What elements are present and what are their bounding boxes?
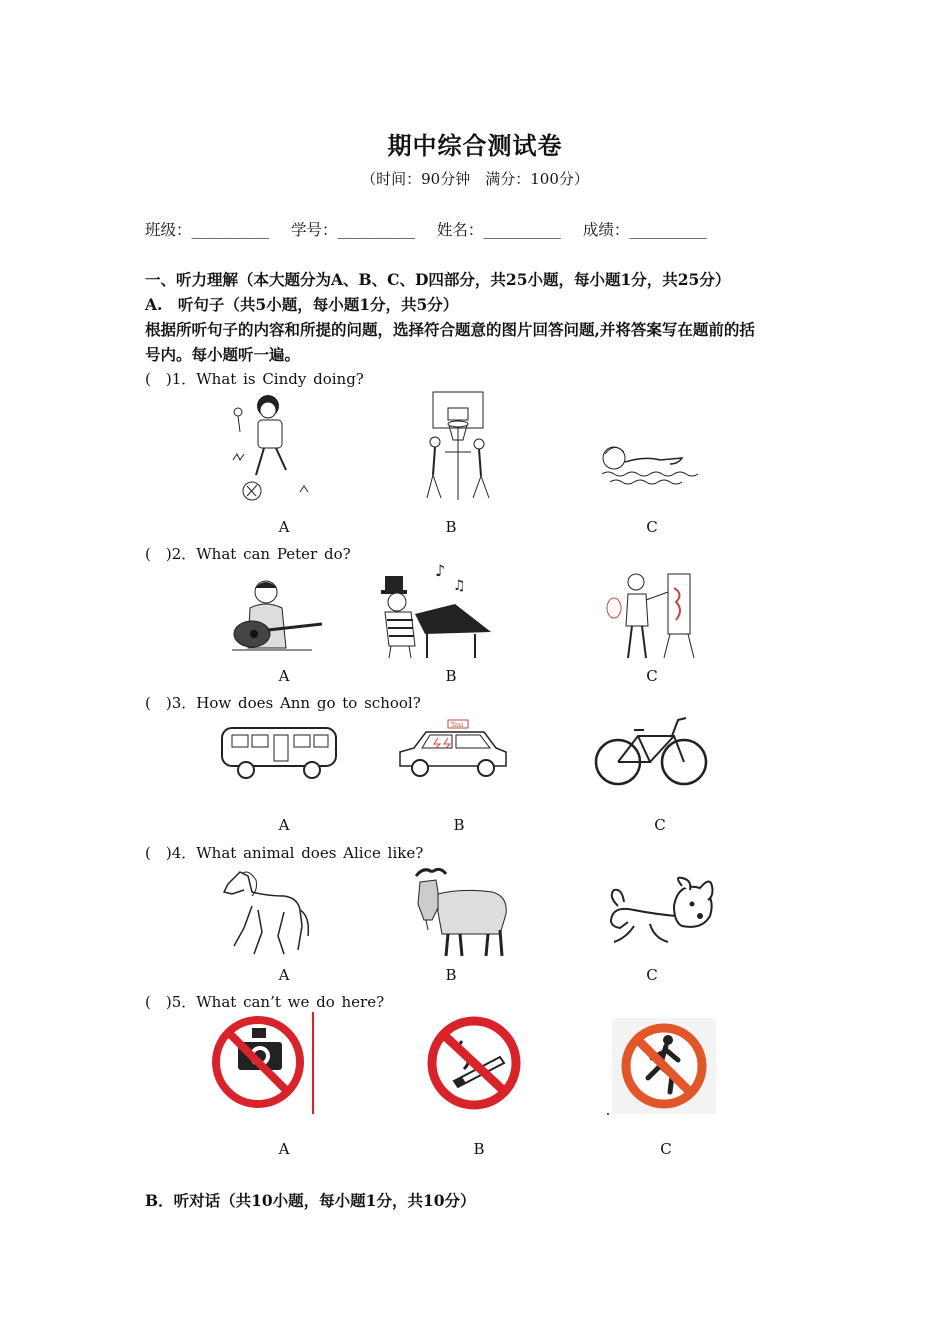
q5-option-c: C [660, 1140, 672, 1158]
name-field[interactable]: 姓名：__________ [436, 221, 561, 239]
q3-option-c: C [654, 816, 666, 834]
question-4: ( )4．What animal does Alice like? [145, 844, 424, 862]
question-1: ( )1．What is Cindy doing? [145, 370, 364, 388]
q1-option-c: C [646, 518, 658, 536]
q2-option-c: C [646, 667, 658, 685]
q5-option-a: A [278, 1140, 290, 1158]
horse-image [218, 866, 314, 960]
q4-option-c: C [646, 966, 658, 984]
class-field[interactable]: 班级：__________ [145, 221, 270, 239]
man-painting-easel-image [606, 570, 702, 660]
q4-option-b: B [445, 966, 457, 984]
man-playing-piano-image [375, 562, 495, 660]
question-5: ( )5．What can’t we do here? [145, 993, 385, 1011]
dog-image [604, 876, 716, 954]
q1-option-b: B [445, 518, 457, 536]
q2-option-a: A [278, 667, 290, 685]
goat-image [402, 864, 512, 960]
taxi-sign: Taxi [451, 722, 464, 729]
partB-title: B．听对话（共10小题，每小题1分，共10分） [145, 1191, 476, 1210]
person-swimming-image [600, 440, 696, 486]
no-running-sign-image [612, 1018, 716, 1116]
exam-subtitle: （时间：90分钟 满分：100分） [361, 170, 589, 188]
q3-option-b: B [453, 816, 465, 834]
question-3: ( )3．How does Ann go to school? [145, 694, 421, 712]
svg-text:♫: ♫ [453, 578, 466, 594]
q3-option-a: A [278, 816, 290, 834]
partA-instruction-line2: 号内。每小题听一遍。 [145, 345, 301, 364]
student-info-row [145, 218, 724, 240]
score-field[interactable]: 成绩：__________ [582, 221, 707, 239]
man-playing-guitar-image [222, 578, 324, 658]
section1-heading: 一、听力理解（本大题分为A、B、C、D四部分，共25小题，每小题1分，共25分） [145, 270, 731, 289]
svg-text:♪: ♪ [435, 561, 446, 580]
q4-option-a: A [278, 966, 290, 984]
kids-playing-basketball-image [415, 390, 500, 505]
no-photo-sign-image [210, 1010, 316, 1114]
boy-playing-football-image [228, 390, 318, 505]
student-number-field[interactable]: 学号：__________ [290, 221, 415, 239]
partA-title: A. 听句子（共5小题，每小题1分，共5分） [145, 295, 459, 314]
q2-option-b: B [445, 667, 457, 685]
q1-option-a: A [278, 518, 290, 536]
exam-title: 期中综合测试卷 [387, 131, 563, 160]
bicycle-image [594, 712, 708, 788]
q5-option-b: B [473, 1140, 485, 1158]
taxi-image [396, 718, 510, 780]
no-smoking-sign-image [424, 1015, 524, 1111]
bus-image [218, 722, 340, 782]
partA-instruction-line1: 根据所听句子的内容和所提的问题，选择符合题意的图片回答问题,并将答案写在题前的括 [145, 320, 755, 339]
question-2: ( )2．What can Peter do? [145, 545, 351, 563]
